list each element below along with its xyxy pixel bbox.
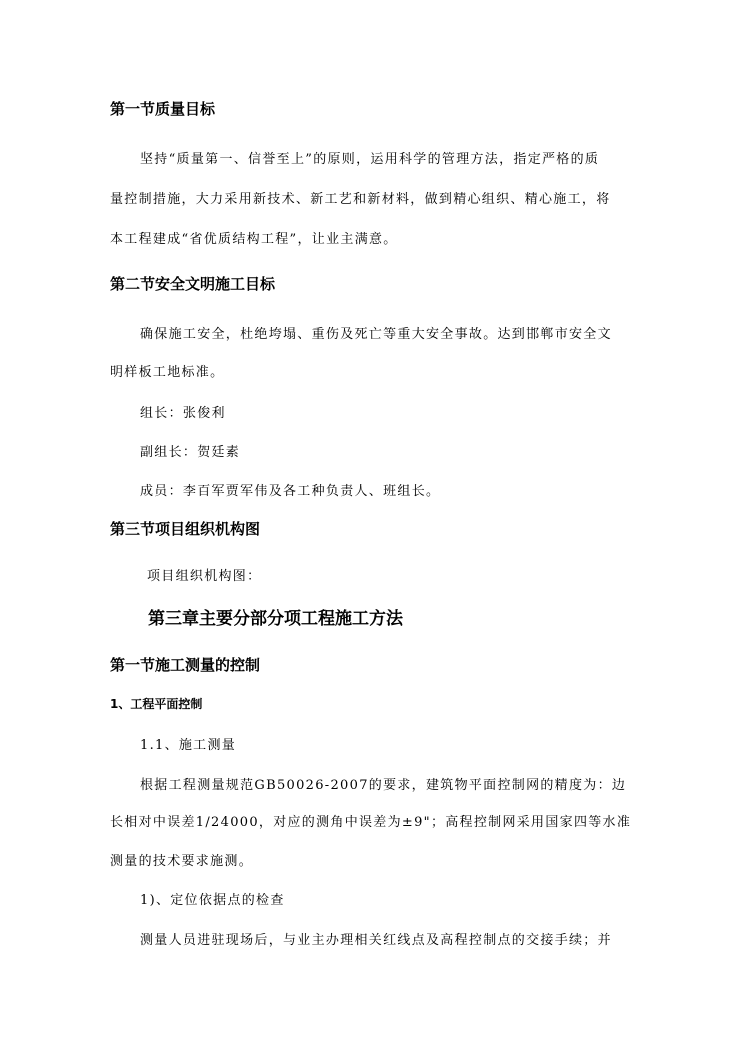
section-heading-org-chart: 第三节项目组织机构图 — [110, 520, 261, 538]
paragraph-line: 量控制措施，大力采用新技术、新工艺和新材料，做到精心组织、精心施工，将 — [110, 192, 611, 207]
paragraph-line: 测量人员进驻现场后，与业主办理相关红线点及高程控制点的交接手续；并 — [140, 933, 612, 948]
paragraph-line: 明样板工地标准。 — [110, 365, 225, 380]
section-heading-quality: 第一节质量目标 — [110, 100, 216, 118]
paragraph-line: 本工程建成“省优质结构工程”，让业主满意。 — [110, 232, 398, 247]
team-deputy: 副组长：贺廷素 — [140, 445, 241, 460]
paragraph-line: 测量的技术要求施测。 — [110, 854, 254, 869]
paragraph-line: 根据工程测量规范GB50026-2007的要求，建筑物平面控制网的精度为：边 — [140, 778, 627, 793]
team-leader: 组长：张俊利 — [140, 406, 226, 421]
org-chart-caption: 项目组织机构图： — [147, 569, 262, 584]
subheading-plane-control: 1、工程平面控制 — [110, 697, 203, 711]
chapter-title: 第三章主要分部分项工程施工方法 — [148, 609, 403, 629]
paragraph-line: 坚持“质量第一、信誉至上”的原则，运用科学的管理方法，指定严格的质 — [140, 152, 600, 167]
subheading-survey: 1.1、施工测量 — [140, 738, 237, 753]
team-members: 成员：李百军贾军伟及各工种负责人、班组长。 — [140, 484, 441, 499]
section-heading-survey: 第一节施工测量的控制 — [110, 656, 261, 674]
subheading-point-check: 1)、定位依据点的检查 — [140, 893, 285, 908]
paragraph-line: 确保施工安全，杜绝垮塌、重伤及死亡等重大安全事故。达到邯郸市安全文 — [140, 327, 612, 342]
section-heading-safety: 第二节安全文明施工目标 — [110, 275, 276, 293]
paragraph-line: 长相对中误差1/24000，对应的测角中误差为±9"；高程控制网采用国家四等水准 — [110, 815, 632, 830]
